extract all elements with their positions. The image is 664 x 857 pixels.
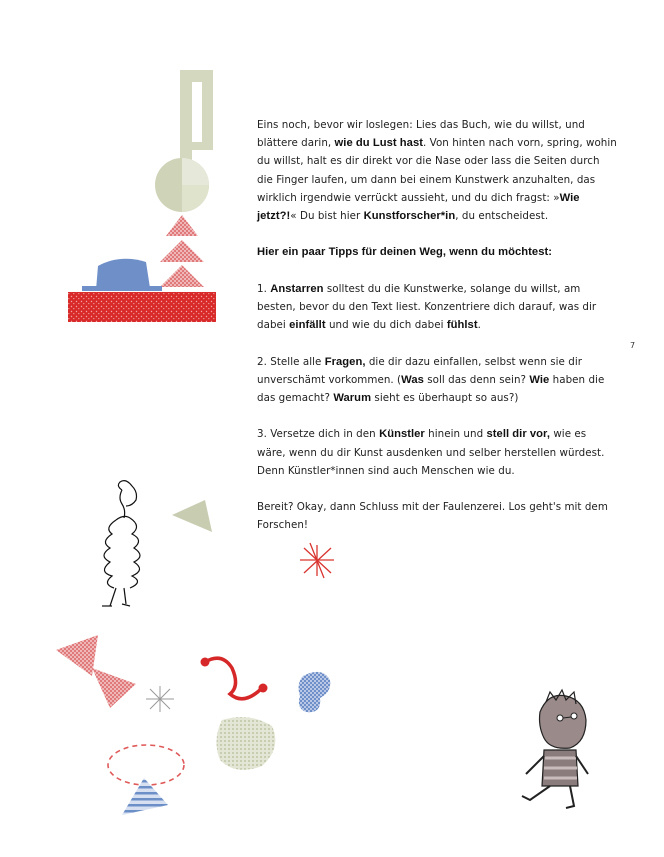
tip-1-paragraph — [257, 280, 617, 335]
tip-emphasis: Was — [401, 373, 424, 386]
intro-emphasis: Kunstforscher*in — [363, 210, 456, 223]
sketch-figure-left — [102, 481, 140, 606]
intro-text: « Du bist hier — [290, 210, 364, 223]
main-text-column — [257, 116, 617, 553]
tip-emphasis: stell dir vor, — [486, 428, 550, 441]
tip-emphasis: einfällt — [289, 319, 326, 332]
tip-emphasis: Wie — [529, 373, 550, 386]
blue-hat-shape — [82, 259, 162, 291]
red-bar-shape — [68, 292, 216, 322]
tip-3-paragraph — [257, 425, 617, 480]
tip-emphasis: Künstler — [379, 428, 425, 441]
tip-emphasis: Fragen, — [324, 355, 366, 368]
tip-text: . — [477, 319, 481, 332]
tip-2-paragraph — [257, 353, 617, 408]
page-number: 7 — [630, 341, 636, 350]
closing-paragraph: Bereit? Okay, dann Schluss mit der Faulenzerei. Los geht's mit dem Forschen! — [257, 501, 608, 532]
tip-text: soll das denn sein? — [423, 373, 530, 386]
tip-emphasis: Anstarren — [270, 282, 324, 295]
grey-blob-shape — [216, 717, 275, 770]
intro-emphasis: Wie jetzt?! — [257, 191, 580, 223]
intro-text: , du entscheidest. — [455, 210, 549, 223]
bow-tie-shape — [56, 635, 136, 708]
intro-text: Eins noch, bevor wir loslegen: Lies das Buch, wie du willst, und blättere darin, — [257, 119, 585, 150]
tip-text: und wie du dich dabei — [325, 319, 447, 332]
tip-text: hinein und — [424, 428, 487, 441]
grey-star-shape — [146, 686, 174, 712]
tip-text: 2. Stelle alle — [257, 355, 325, 368]
tips-heading — [257, 243, 617, 261]
tip-emphasis: fühlst — [446, 319, 478, 332]
dashed-ellipse-shape — [108, 745, 184, 815]
red-triangles-shape — [160, 215, 204, 287]
blue-blob-shape — [299, 672, 331, 712]
tip-text: solltest du die Kunstwerke, solange du willst, am besten, bevor du den Text liest. Konzentriere dich darauf, was dir dabei — [257, 282, 597, 332]
tip-text: 3. Versetze dich in den — [257, 428, 380, 441]
tip-emphasis: Warum — [333, 392, 372, 404]
red-squiggle-shape — [201, 658, 268, 699]
tip-text: haben die das gemacht? — [257, 373, 605, 404]
sketch-figure-right — [522, 690, 588, 808]
tip-text: sieht es überhaupt so aus?) — [371, 392, 519, 404]
green-circle-shape — [155, 158, 209, 212]
intro-emphasis: wie du Lust hast — [334, 137, 423, 150]
tip-text: die dir dazu einfallen, selbst wenn sie dir unverschämt vorkommen. ( — [257, 355, 583, 386]
tip-text: 1. — [257, 282, 271, 295]
intro-paragraph — [257, 116, 617, 225]
green-triangle-shape — [172, 500, 212, 532]
tip-text: wie es wäre, wenn du dir Kunst ausdenken und selber herstellen würdest. Denn Künstler*innen sind auch Menschen wie du. — [257, 428, 605, 477]
intro-text: . Von hinten nach vorn, spring, wohin du willst, halt es dir direkt vor die Nase oder lass die Seiten durch die Finger laufen, um dann bei einem Kunstwerk anzuhalten, das wirklich irgendwie verrückt aussieht, und du dich fragst: » — [257, 137, 617, 204]
tips-heading-text: Hier ein paar Tipps für deinen Weg, wenn du möchtest: — [257, 246, 553, 259]
